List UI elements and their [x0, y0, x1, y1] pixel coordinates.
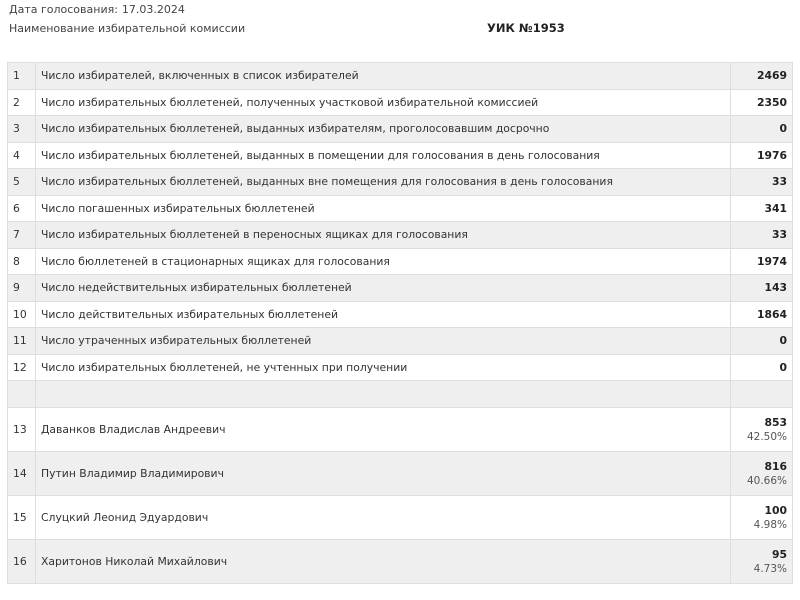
row-number: 11 [8, 328, 36, 355]
candidate-result [731, 540, 793, 584]
row-number: 7 [8, 222, 36, 249]
candidate-votes: 95 [771, 548, 787, 561]
table-row [8, 301, 793, 328]
row-value: 1864 [731, 301, 793, 328]
voting-date-value: 17.03.2024 [121, 3, 185, 16]
candidate-row [8, 452, 793, 496]
row-number: 6 [8, 195, 36, 222]
row-number: 1 [8, 63, 36, 90]
row-label: Число утраченных избирательных бюллетеней [36, 328, 731, 355]
results-table [7, 62, 793, 584]
row-label: Число действительных избирательных бюллетеней [36, 301, 731, 328]
voting-date-label: Дата голосования: [9, 3, 118, 16]
candidate-name: Слуцкий Леонид Эдуардович [36, 496, 731, 540]
row-value: 1974 [731, 248, 793, 275]
row-label: Число недействительных избирательных бюллетеней [36, 275, 731, 302]
results-header [0, 0, 800, 58]
table-row [8, 354, 793, 381]
row-number: 4 [8, 142, 36, 169]
table-spacer-row [8, 381, 793, 408]
row-label: Число избирателей, включенных в список избирателей [36, 63, 731, 90]
row-number: 10 [8, 301, 36, 328]
candidate-percent: 4.98% [753, 519, 787, 531]
candidate-row [8, 408, 793, 452]
row-number: 12 [8, 354, 36, 381]
candidate-name: Путин Владимир Владимирович [36, 452, 731, 496]
row-label: Число избирательных бюллетеней, выданных избирателям, проголосовавшим досрочно [36, 116, 731, 143]
candidate-percent: 42.50% [746, 431, 787, 443]
table-row [8, 116, 793, 143]
row-label: Число избирательных бюллетеней в переносных ящиках для голосования [36, 222, 731, 249]
row-number: 15 [8, 496, 36, 540]
table-row [8, 63, 793, 90]
table-row [8, 89, 793, 116]
row-number: 16 [8, 540, 36, 584]
row-label: Число избирательных бюллетеней, полученных участковой избирательной комиссией [36, 89, 731, 116]
candidate-percent: 4.73% [753, 563, 787, 575]
table-row [8, 275, 793, 302]
row-value: 33 [731, 169, 793, 196]
row-number: 2 [8, 89, 36, 116]
row-value: 0 [731, 116, 793, 143]
row-value: 0 [731, 354, 793, 381]
row-number: 9 [8, 275, 36, 302]
table-row [8, 169, 793, 196]
row-value: 33 [731, 222, 793, 249]
candidate-votes: 816 [764, 460, 787, 473]
row-value: 2350 [731, 89, 793, 116]
row-number: 8 [8, 248, 36, 275]
row-number: 5 [8, 169, 36, 196]
row-value: 2469 [731, 63, 793, 90]
table-row [8, 142, 793, 169]
row-label: Число избирательных бюллетеней, не учтенных при получении [36, 354, 731, 381]
row-label: Число избирательных бюллетеней, выданных вне помещения для голосования в день голосования [36, 169, 731, 196]
commission-name: УИК №1953 [487, 21, 565, 35]
table-row [8, 195, 793, 222]
candidate-name: Харитонов Николай Михайлович [36, 540, 731, 584]
candidate-row [8, 496, 793, 540]
candidate-votes: 853 [764, 416, 787, 429]
row-number: 14 [8, 452, 36, 496]
candidate-result [731, 452, 793, 496]
row-value: 1976 [731, 142, 793, 169]
row-label: Число погашенных избирательных бюллетеней [36, 195, 731, 222]
candidate-percent: 40.66% [746, 475, 787, 487]
voting-date [9, 3, 185, 16]
row-number: 3 [8, 116, 36, 143]
candidate-name: Даванков Владислав Андреевич [36, 408, 731, 452]
table-row [8, 222, 793, 249]
commission-label: Наименование избирательной комиссии [9, 22, 246, 35]
row-number: 13 [8, 408, 36, 452]
candidate-votes: 100 [764, 504, 787, 517]
candidate-row [8, 540, 793, 584]
candidate-result [731, 496, 793, 540]
candidate-result [731, 408, 793, 452]
table-row [8, 328, 793, 355]
row-value: 143 [731, 275, 793, 302]
row-value: 0 [731, 328, 793, 355]
row-value: 341 [731, 195, 793, 222]
row-label: Число избирательных бюллетеней, выданных в помещении для голосования в день голосования [36, 142, 731, 169]
row-label: Число бюллетеней в стационарных ящиках для голосования [36, 248, 731, 275]
table-row [8, 248, 793, 275]
